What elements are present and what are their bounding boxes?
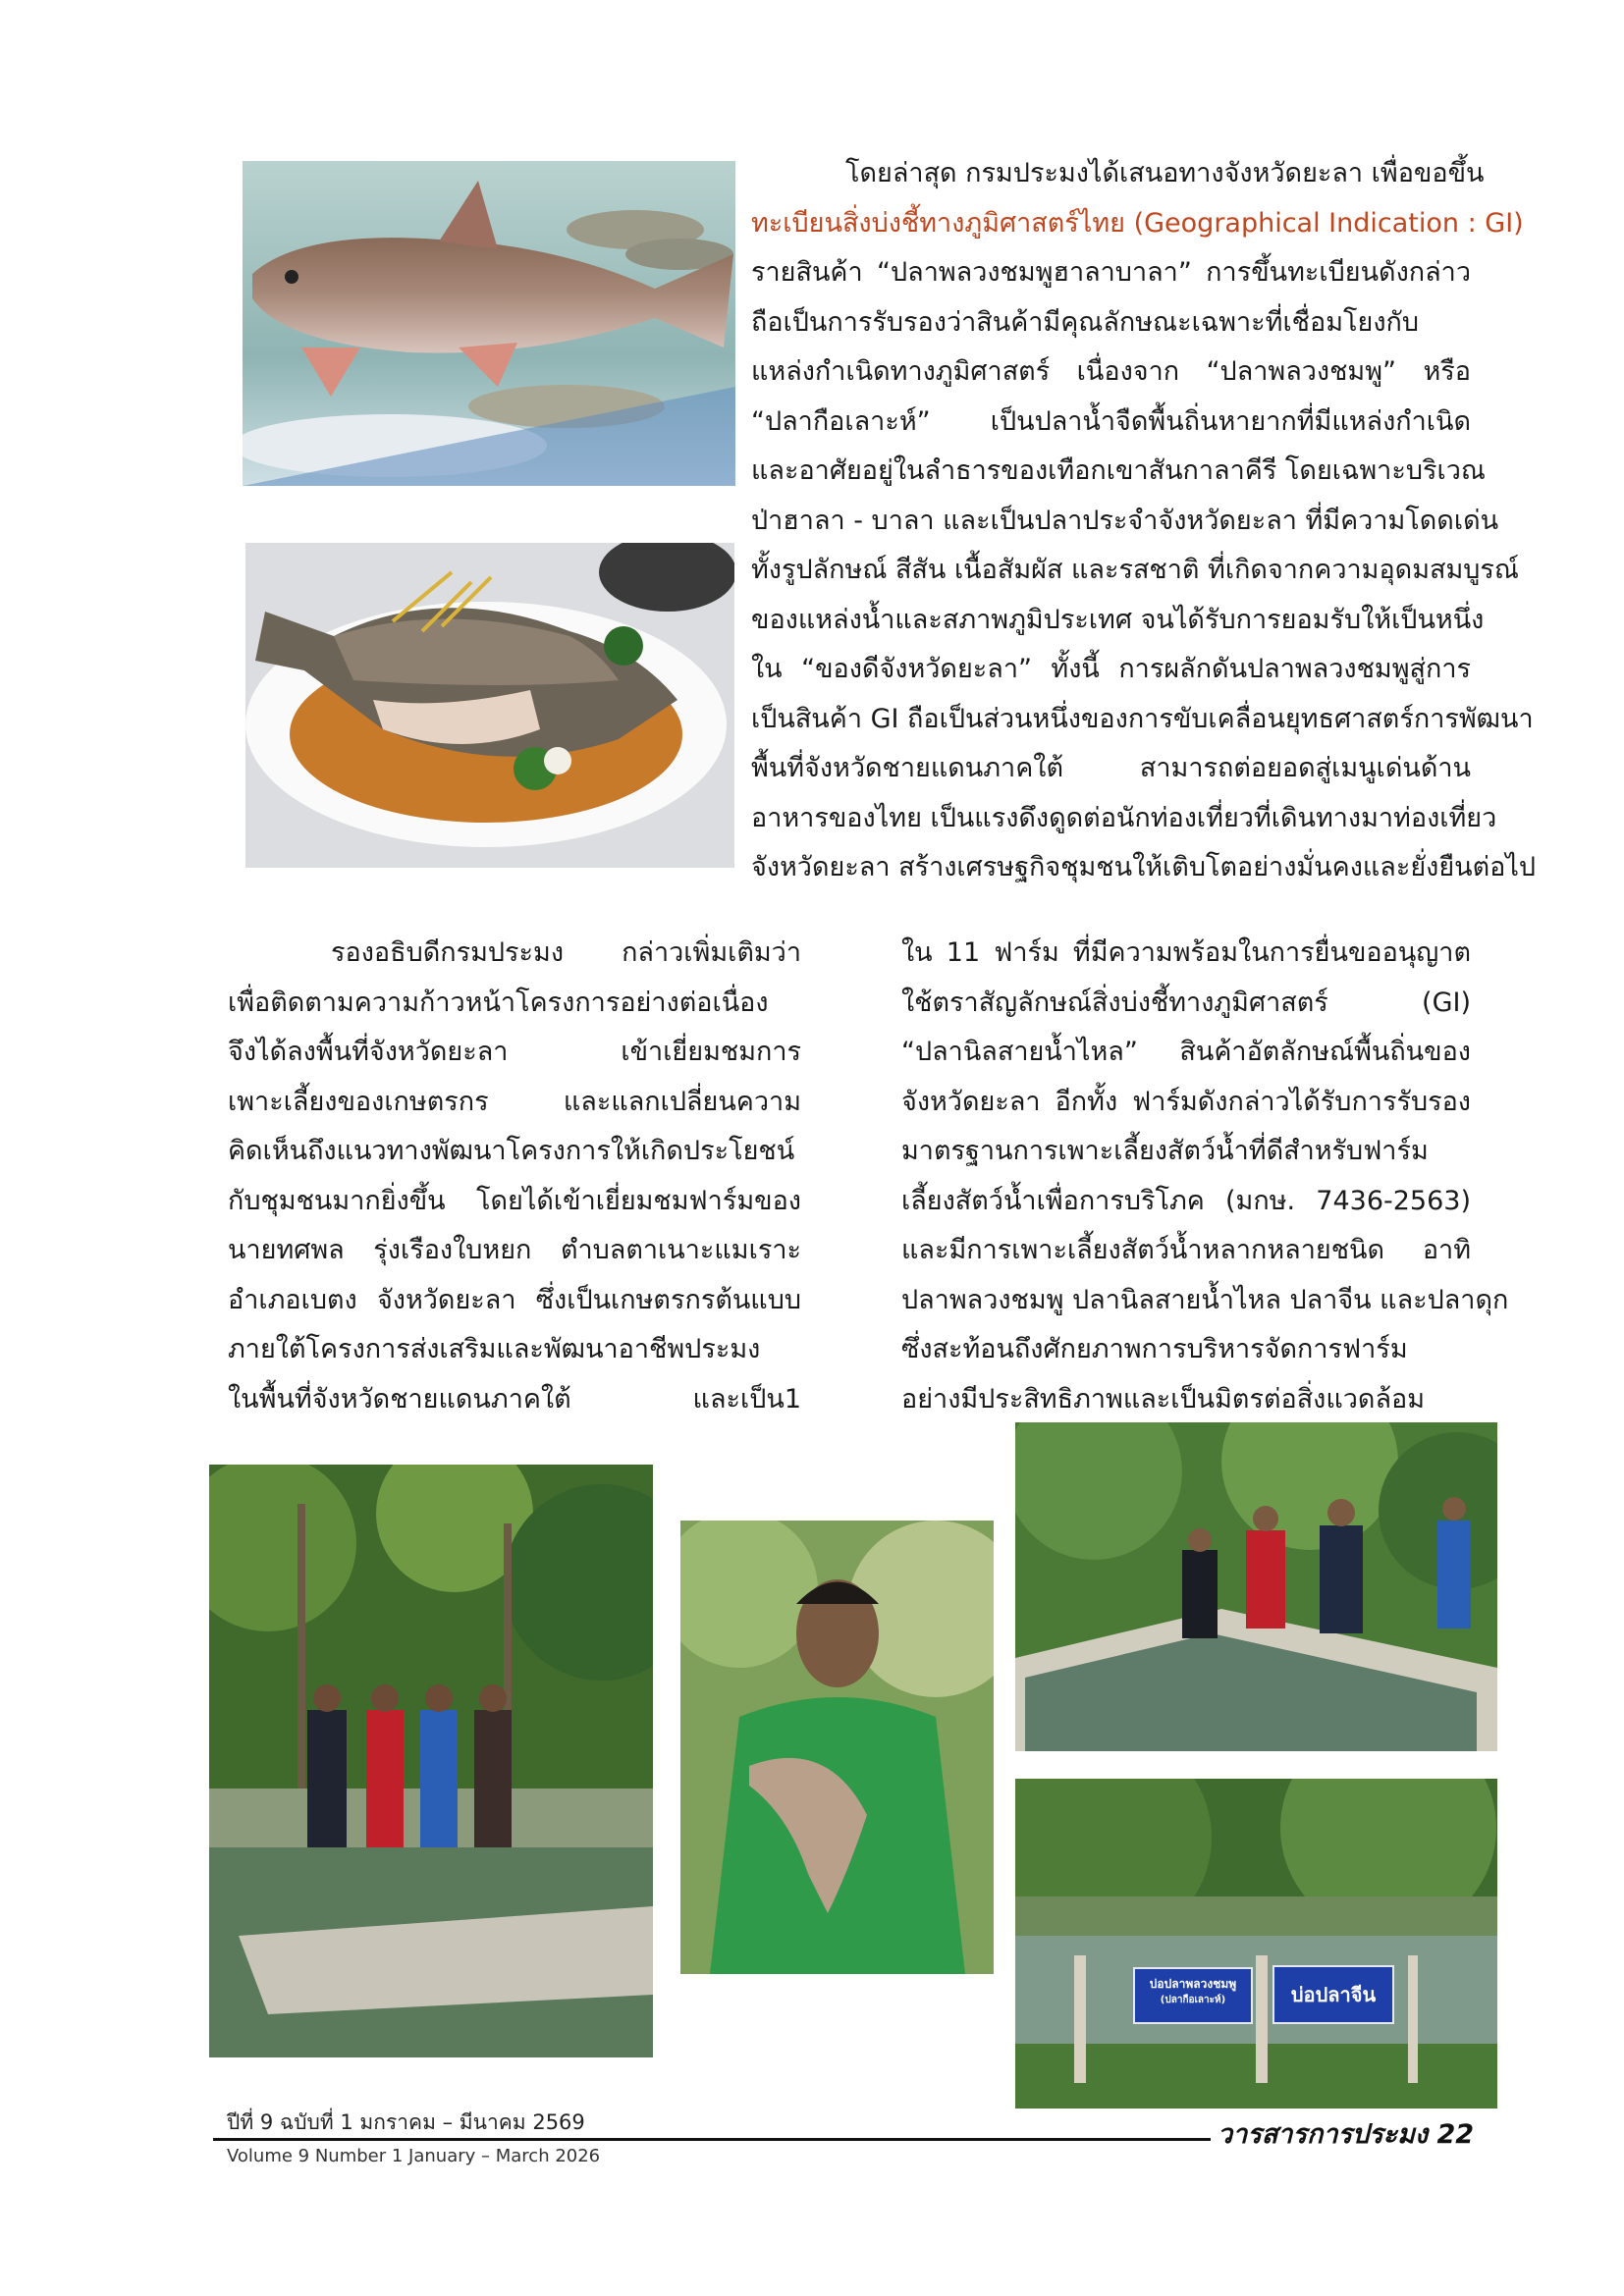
footer-issue-english: Volume 9 Number 1 January – March 2026 bbox=[227, 2146, 601, 2166]
sign-pink-mahseer-pond bbox=[1133, 1967, 1253, 2024]
photo-group-at-pond bbox=[209, 1465, 653, 2057]
text-line: จังหวัดยะลา สร้างเศรษฐกิจชุมชนให้เติบโตอย่างมั่นคงและยั่งยืนต่อไป bbox=[751, 852, 1537, 882]
text-line: ป่าฮาลา - บาลา และเป็นปลาประจำจังหวัดยะลา ที่มีความโดดเด่น bbox=[751, 505, 1499, 536]
text-line: อำเภอเบตง จังหวัดยะลา ซึ่งเป็นเกษตรกรต้นแบบ bbox=[228, 1284, 801, 1315]
article-left-column bbox=[228, 929, 801, 1424]
text-line: ใน 11 ฟาร์ม ที่มีความพร้อมในการยื่นขออนุญาต bbox=[901, 937, 1471, 968]
sign1-subtitle: (ปลากือเลาะห์) bbox=[1160, 1995, 1226, 2005]
text-line: ทั้งรูปลักษณ์ สีสัน เนื้อสัมผัส และรสชาติ ที่เกิดจากความอุดมสมบูรณ์ bbox=[751, 555, 1519, 585]
text-line: เพื่อติดตามความก้าวหน้าโครงการอย่างต่อเนื่อง bbox=[228, 987, 769, 1018]
text-line: ใน “ของดีจังหวัดยะลา” ทั้งนี้ การผลักดันปลาพลวงชมพูสู่การ bbox=[751, 654, 1471, 684]
text-line: เป็นสินค้า GI ถือเป็นส่วนหนึ่งของการขับเคลื่อนยุทธศาสตร์การพัฒนา bbox=[751, 703, 1534, 734]
photo-pond-signs bbox=[1015, 1779, 1497, 2109]
text-line: และมีการเพาะเลี้ยงสัตว์น้ำหลากหลายชนิด อาทิ bbox=[901, 1235, 1471, 1265]
text-line: แหล่งกำเนิดทางภูมิศาสตร์ เนื่องจาก “ปลาพลวงชมพู” หรือ bbox=[751, 356, 1471, 387]
text-line: นายทศพล รุ่งเรืองใบหยก ตำบลตาเนาะแมเราะ bbox=[228, 1235, 801, 1265]
text-line: กับชุมชนมากยิ่งขึ้น โดยได้เข้าเยี่ยมชมฟาร์มของ bbox=[228, 1185, 801, 1216]
text-line: อาหารของไทย เป็นแรงดึงดูดต่อนักท่องเที่ยวที่เดินทางมาท่องเที่ยว bbox=[751, 802, 1497, 833]
text-line: ซึ่งสะท้อนถึงศักยภาพการบริหารจัดการฟาร์ม bbox=[901, 1334, 1408, 1364]
text-line: คิดเห็นถึงแนวทางพัฒนาโครงการให้เกิดประโยชน์ bbox=[228, 1136, 795, 1166]
text-line: “ปลานิลสายน้ำไหล” สินค้าอัตลักษณ์พื้นถิ่นของ bbox=[901, 1037, 1471, 1067]
photo-fish-aquarium bbox=[243, 161, 735, 486]
text-line: มาตรฐานการเพาะเลี้ยงสัตว์น้ำที่ดีสำหรับฟาร์ม bbox=[901, 1136, 1429, 1166]
footer-issue-thai: ปีที่ 9 ฉบับที่ 1 มกราคม – มีนาคม 2569 bbox=[227, 2110, 585, 2134]
text-line: จังหวัดยะลา อีกทั้ง ฟาร์มดังกล่าวได้รับการรับรอง bbox=[901, 1086, 1471, 1117]
text-line: ของแหล่งน้ำและสภาพภูมิประเทศ จนได้รับการยอมรับให้เป็นหนึ่ง bbox=[751, 604, 1485, 635]
photo-team-at-concrete-pond bbox=[1015, 1422, 1497, 1751]
text-line: ในพื้นที่จังหวัดชายแดนภาคใต้ และเป็น1 bbox=[228, 1383, 801, 1415]
footer-rule bbox=[213, 2138, 1211, 2141]
text-line: เพาะเลี้ยงของเกษตรกร และแลกเปลี่ยนความ bbox=[228, 1086, 801, 1117]
photo-man-holding-fish bbox=[680, 1521, 994, 1974]
text-line: และอาศัยอยู่ในลำธารของเทือกเขาสันกาลาคีรี โดยเฉพาะบริเวณ bbox=[751, 455, 1486, 486]
text-line: เลี้ยงสัตว์น้ำเพื่อการบริโภค (มกษ. 7436-2563) bbox=[901, 1185, 1471, 1216]
text-line: จึงได้ลงพื้นที่จังหวัดยะลา เข้าเยี่ยมชมการ bbox=[228, 1037, 801, 1067]
gi-highlight-line: ทะเบียนสิ่งบ่งชี้ทางภูมิศาสตร์ไทย (Geographical Indication : GI) bbox=[751, 207, 1524, 239]
text-line: พื้นที่จังหวัดชายแดนภาคใต้ สามารถต่อยอดสู่เมนูเด่นด้าน bbox=[751, 753, 1471, 783]
text-line: รายสินค้า “ปลาพลวงชมพูฮาลาบาลา” การขึ้นทะเบียนดังกล่าว bbox=[751, 257, 1471, 288]
text-line: ภายใต้โครงการส่งเสริมและพัฒนาอาชีพประมง bbox=[228, 1334, 761, 1364]
text-line: อย่างมีประสิทธิภาพและเป็นมิตรต่อสิ่งแวดล้อม bbox=[901, 1383, 1426, 1415]
text-line: ใช้ตราสัญลักษณ์สิ่งบ่งชี้ทางภูมิศาสตร์ (GI) bbox=[901, 987, 1471, 1018]
article-right-column bbox=[901, 929, 1509, 1424]
sign-chinese-carp-pond bbox=[1272, 1965, 1394, 2024]
sign1-title: บ่อปลาพลวงชมพู bbox=[1149, 1977, 1237, 1991]
text-line: ถือเป็นการรับรองว่าสินค้ามีคุณลักษณะเฉพาะที่เชื่อมโยงกับ bbox=[751, 306, 1420, 338]
footer-journal-page: วารสารการประมง 22 bbox=[1218, 2119, 1475, 2150]
text-line: โดยล่าสุด กรมประมงได้เสนอทางจังหวัดยะลา เพื่อขอขึ้น bbox=[845, 158, 1485, 188]
text-line: “ปลากือเลาะห์” เป็นปลาน้ำจืดพื้นถิ่นหายากที่มีแหล่งกำเนิด bbox=[751, 405, 1471, 437]
article-intro bbox=[751, 149, 1537, 893]
text-line: รองอธิบดีกรมประมง กล่าวเพิ่มเติมว่า bbox=[331, 937, 801, 968]
photo-fish-dish bbox=[245, 543, 734, 868]
sign2-title: บ่อปลาจีน bbox=[1290, 1983, 1377, 2006]
text-line: ปลาพลวงชมพู ปลานิลสายน้ำไหล ปลาจีน และปลาดุก bbox=[901, 1284, 1509, 1315]
